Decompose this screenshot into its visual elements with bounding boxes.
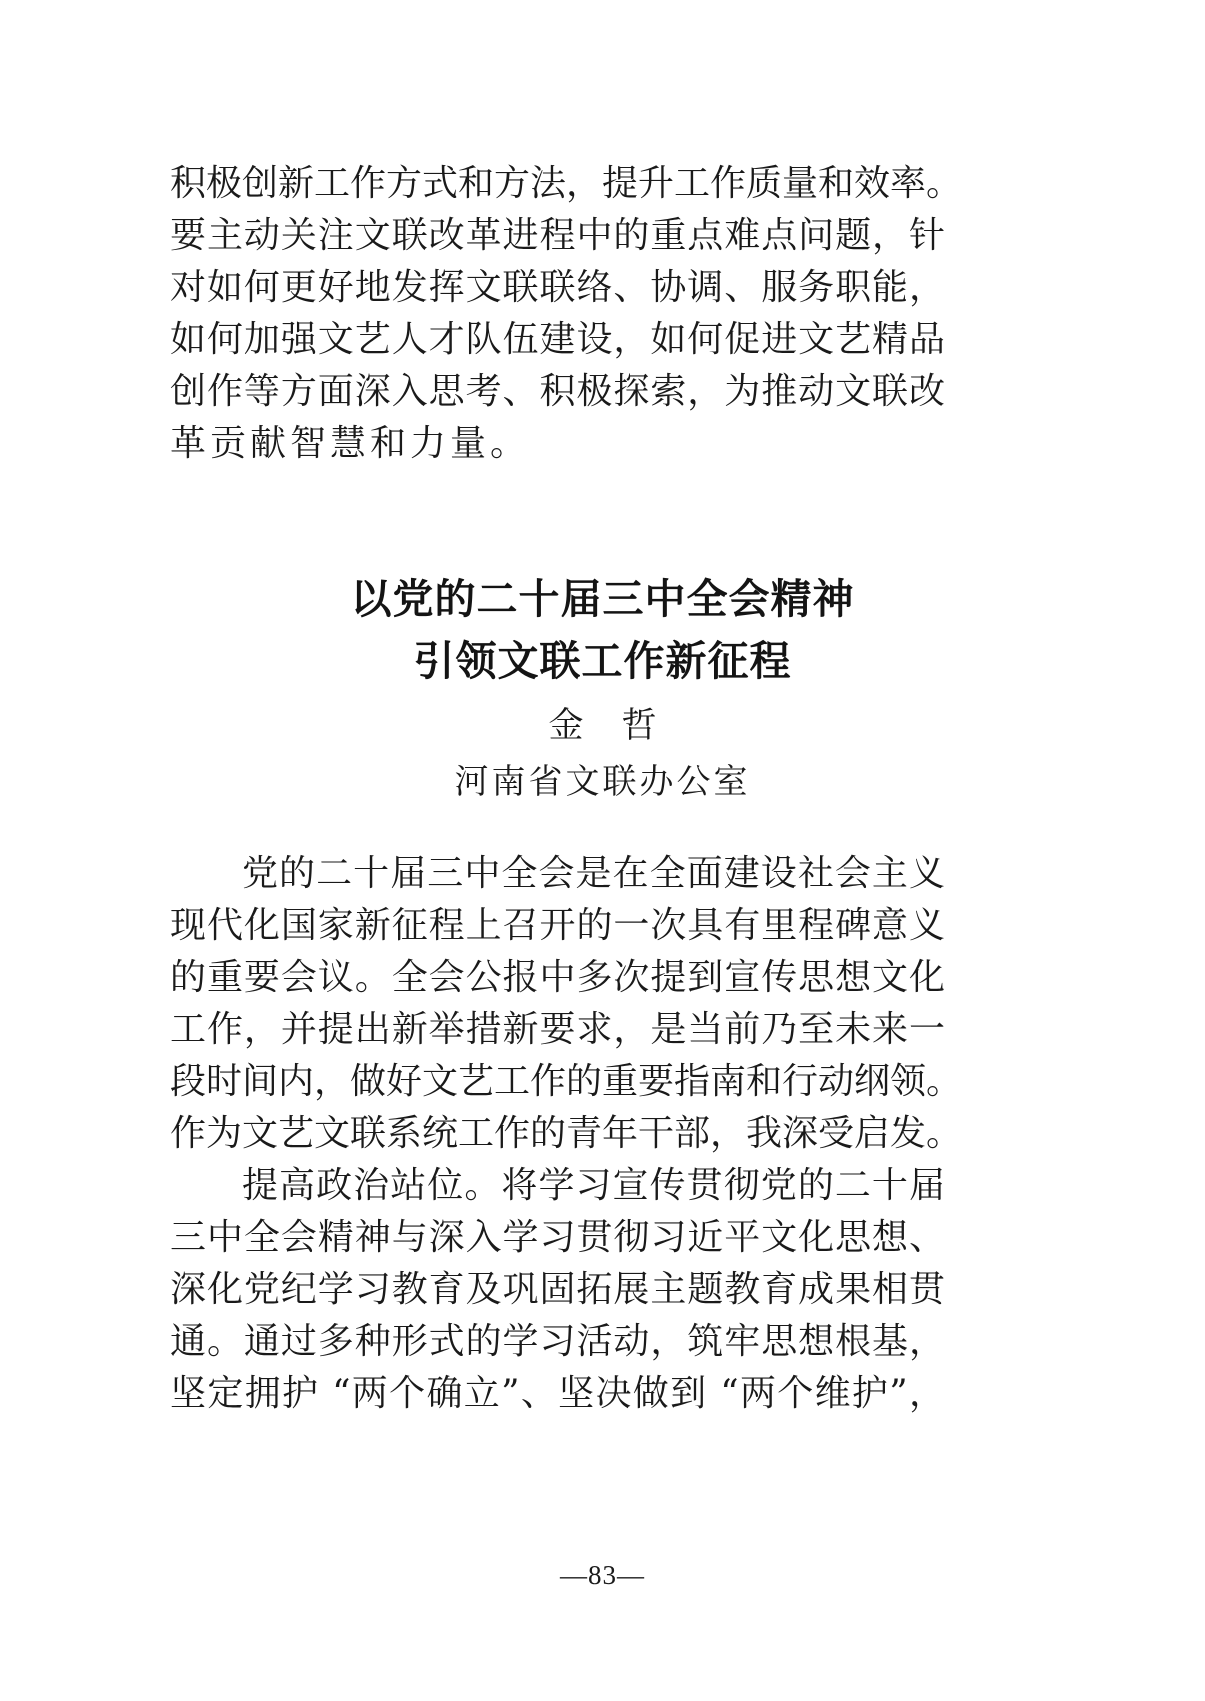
- article-affiliation: 河南省文联办公室: [454, 762, 751, 802]
- continued-paragraph: [170, 158, 963, 470]
- article-author: 金哲: [548, 706, 695, 746]
- article-header: [0, 568, 1205, 810]
- text-line: 要主动关注文联改革进程中的重点难点问题，针: [170, 215, 945, 256]
- article-body: [170, 848, 963, 1420]
- text-line: 革贡献智慧和力量。: [170, 423, 531, 464]
- text-line: 如何加强文艺人才队伍建设，如何促进文艺精品: [170, 319, 945, 360]
- text-line: 的重要会议。全会公报中多次提到宣传思想文化: [170, 957, 945, 998]
- text-line: 提高政治站位。将学习宣传贯彻党的二十届: [242, 1165, 945, 1206]
- page-number: —83—: [560, 1560, 645, 1590]
- text-line: 深化党纪学习教育及巩固拓展主题教育成果相贯: [170, 1269, 945, 1310]
- text-line: 对如何更好地发挥文联联络、协调、服务职能，: [170, 267, 945, 308]
- text-line: 坚定拥护 “两个确立”、坚决做到 “两个维护”，: [170, 1373, 945, 1414]
- text-line: 三中全会精神与深入学习贯彻习近平文化思想、: [170, 1217, 945, 1258]
- text-line: 现代化国家新征程上召开的一次具有里程碑意义: [170, 905, 945, 946]
- text-line: 作为文艺文联系统工作的青年干部，我深受启发。: [170, 1113, 963, 1154]
- article-title-line-1: 以党的二十届三中全会精神: [350, 575, 855, 623]
- article-title-line-2: 引领文联工作新征程: [413, 637, 792, 685]
- text-line: 积极创新工作方式和方法，提升工作质量和效率。: [170, 163, 963, 204]
- text-line: 党的二十届三中全会是在全面建设社会主义: [242, 853, 945, 894]
- text-line: 工作，并提出新举措新要求，是当前乃至未来一: [170, 1009, 945, 1050]
- text-line: 段时间内，做好文艺工作的重要指南和行动纲领。: [170, 1061, 963, 1102]
- text-line: 创作等方面深入思考、积极探索，为推动文联改: [170, 371, 945, 412]
- text-line: 通。通过多种形式的学习活动，筑牢思想根基，: [170, 1321, 945, 1362]
